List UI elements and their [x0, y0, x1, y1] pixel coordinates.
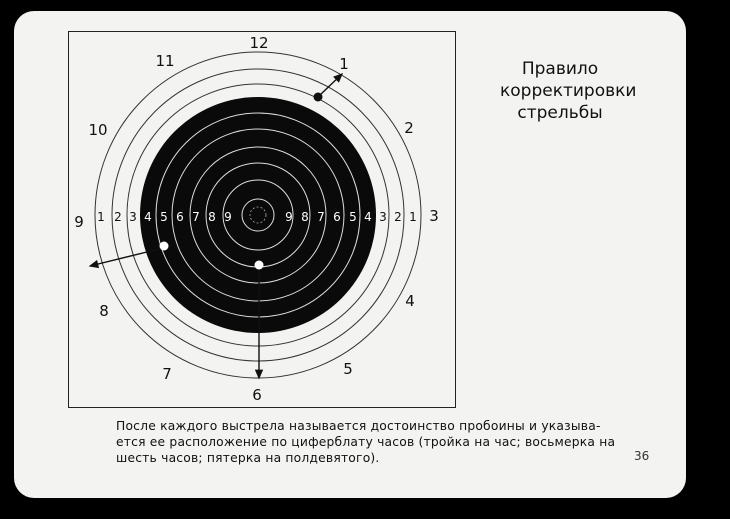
ring-num-right: 5 [349, 210, 357, 224]
title-line: Правило [521, 59, 599, 79]
ring-numbers-left [97, 210, 232, 224]
clock-number-2: 2 [404, 119, 414, 137]
ring-numbers-right [285, 210, 417, 224]
page-number: 36 [634, 449, 650, 463]
ring-num-right: 4 [364, 210, 372, 224]
clock-number-7: 7 [162, 365, 172, 383]
ring-num-right: 3 [379, 210, 387, 224]
ring-num-left: 8 [208, 210, 216, 224]
clock-number-1: 1 [339, 55, 349, 73]
ring-num-right: 7 [317, 210, 325, 224]
caption-line: ется ее расположение по циферблату часов (тройка на час; восьмерка на [116, 435, 616, 449]
ring-num-right: 1 [409, 210, 417, 224]
slide-title [500, 58, 637, 124]
ring-num-left: 6 [176, 210, 184, 224]
clock-number-10: 10 [88, 121, 108, 139]
ring-num-left: 5 [160, 210, 168, 224]
slide-caption [116, 418, 616, 466]
ring-num-left: 1 [97, 210, 105, 224]
caption-line: шесть часов; пятерка на полдевятого). [116, 451, 380, 465]
clock-number-9: 9 [74, 213, 84, 231]
ring-num-left: 3 [129, 210, 137, 224]
clock-number-3: 3 [429, 207, 439, 225]
hit-three-at-one [314, 74, 343, 102]
clock-number-11: 11 [155, 52, 175, 70]
ring-num-right: 6 [333, 210, 341, 224]
clock-number-6: 6 [252, 386, 262, 404]
ring-num-right: 9 [285, 210, 293, 224]
ring-num-left: 9 [224, 210, 232, 224]
title-line: стрельбы [517, 103, 603, 123]
bullet-hole [160, 242, 169, 251]
title-line: корректировки [500, 81, 637, 101]
clock-number-5: 5 [343, 360, 353, 378]
caption-line: После каждого выстрела называется достоинство пробоины и указыва- [116, 419, 601, 433]
ring-num-right: 2 [394, 210, 402, 224]
ring-num-left: 7 [192, 210, 200, 224]
clock-number-12: 12 [249, 34, 269, 52]
ring-num-left: 2 [114, 210, 122, 224]
ring-num-right: 8 [301, 210, 309, 224]
ring-num-left: 4 [144, 210, 152, 224]
clock-number-8: 8 [99, 302, 109, 320]
bullet-hole [255, 261, 264, 270]
clock-number-4: 4 [405, 292, 415, 310]
